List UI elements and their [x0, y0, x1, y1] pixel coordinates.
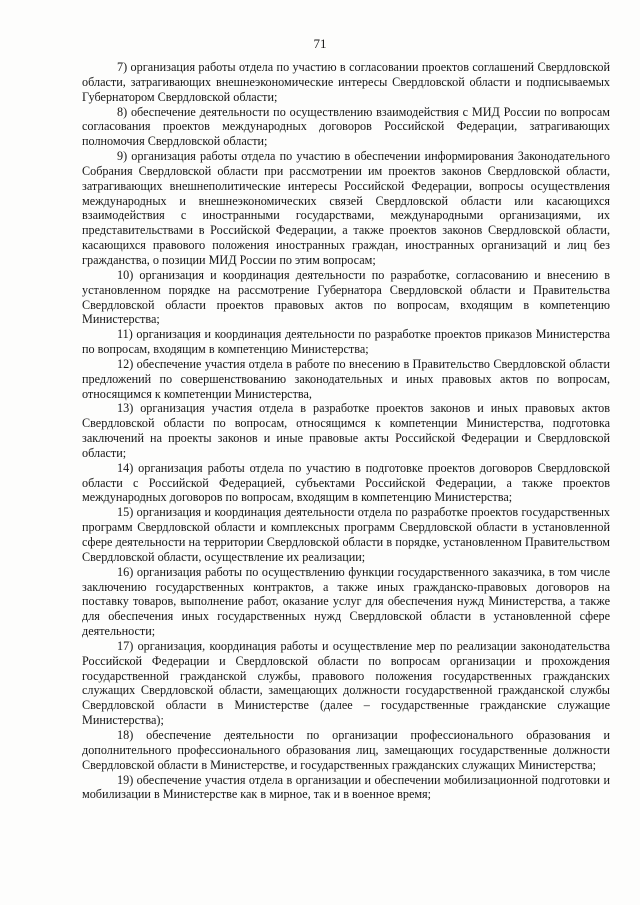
paragraph-item-7: 7) организация работы отдела по участию в согласовании проектов соглашений Свердловской области, затрагивающих внешнеэкономические интересы Свердловской области и подписываемых Губернатором Свердловской области;	[82, 60, 610, 104]
paragraph-item-14: 14) организация работы отдела по участию в подготовке проектов договоров Свердловской области с Российской Федерацией, субъектами Российской Федерации, а также проектов международных договоров по вопросам, входящим в компетенцию Министерства;	[82, 460, 610, 505]
paragraph-item-10: 10) организация и координация деятельности по разработке, согласованию и внесению в установленном порядке на рассмотрение Губернатора Свердловской области и Правительства Свердловской области проектов правовых актов по вопросам, входящим в компетенцию Министерства;	[82, 267, 610, 327]
paragraph-item-15: 15) организация и координация деятельности отдела по разработке проектов государственных программ Свердловской области и комплексных программ Свердловской области в установленной сфере деятельности на территории Свердловской области в порядке, установленном Правительством Свердловской области, осуществление их реализации;	[82, 505, 610, 564]
paragraph-item-17: 17) организация, координация работы и осуществление мер по реализации законодательства Российской Федерации и Свердловской области по вопросам организации и прохождения государственной гражданской службы, правового положения государственных гражданских служащих Свердловской области, замещающих должности государственной гражданской службы Свердловской области в Министерстве (далее – государственные гражданские служащие Министерства);	[82, 638, 610, 728]
document-body	[82, 60, 610, 802]
paragraph-item-19: 19) обеспечение участия отдела в организации и обеспечении мобилизационной подготовки и мобилизации в Министерстве как в мирное, так и в военное время;	[82, 772, 610, 802]
paragraph-item-13: 13) организация участия отдела в разработке проектов законов и иных правовых актов Свердловской области по вопросам, относящимся к компетенции Министерства, подготовка заключений на проекты законов и иные правовые акты Российской Федерации и Свердловской области;	[82, 401, 610, 460]
paragraph-item-16: 16) организация работы по осуществлению функции государственного заказчика, в том числе заключению государственных контрактов, а также иных гражданско-правовых договоров на поставку товаров, выполнение работ, оказание услуг для обеспечения нужд Министерства, а также для обеспечения иных государственных нужд Свердловской области в установленной сфере деятельности;	[82, 564, 610, 639]
paragraph-item-18: 18) обеспечение деятельности по организации профессионального образования и дополнительного профессионального образования лиц, замещающих государственные должности Свердловской области в Министерстве, и государственных гражданских служащих Министерства;	[82, 727, 610, 772]
paragraph-item-8: 8) обеспечение деятельности по осуществлению взаимодействия с МИД России по вопросам согласования проектов международных договоров Российской Федерации, затрагивающих полномочия Свердловской области;	[82, 104, 610, 149]
paragraph-item-9: 9) организация работы отдела по участию в обеспечении информирования Законодательного Собрания Свердловской области при рассмотрении им проектов законов Свердловской области, затрагивающих внешнеполитические интересы Российской Федерации, вопросы осуществления международных и внешнеэкономических связей Свердловской области или касающихся взаимодействия с иностранными государствами, международными организациями, их представительствами в Российской Федерации, а также проектов законов Свердловской области, касающихся правового положения иностранных граждан, иностранных организаций и лиц без гражданства, о позиции МИД России по этим вопросам;	[82, 149, 610, 267]
paragraph-item-11: 11) организация и координация деятельности по разработке проектов приказов Министерства по вопросам, входящим в компетенцию Министерства;	[82, 327, 610, 357]
page-number: 71	[313, 36, 327, 51]
paragraph-item-12: 12) обеспечение участия отдела в работе по внесению в Правительство Свердловской области предложений по совершенствованию законодательных и иных правовых актов по вопросам, относящимся к компетенции Министерства,	[82, 356, 610, 401]
